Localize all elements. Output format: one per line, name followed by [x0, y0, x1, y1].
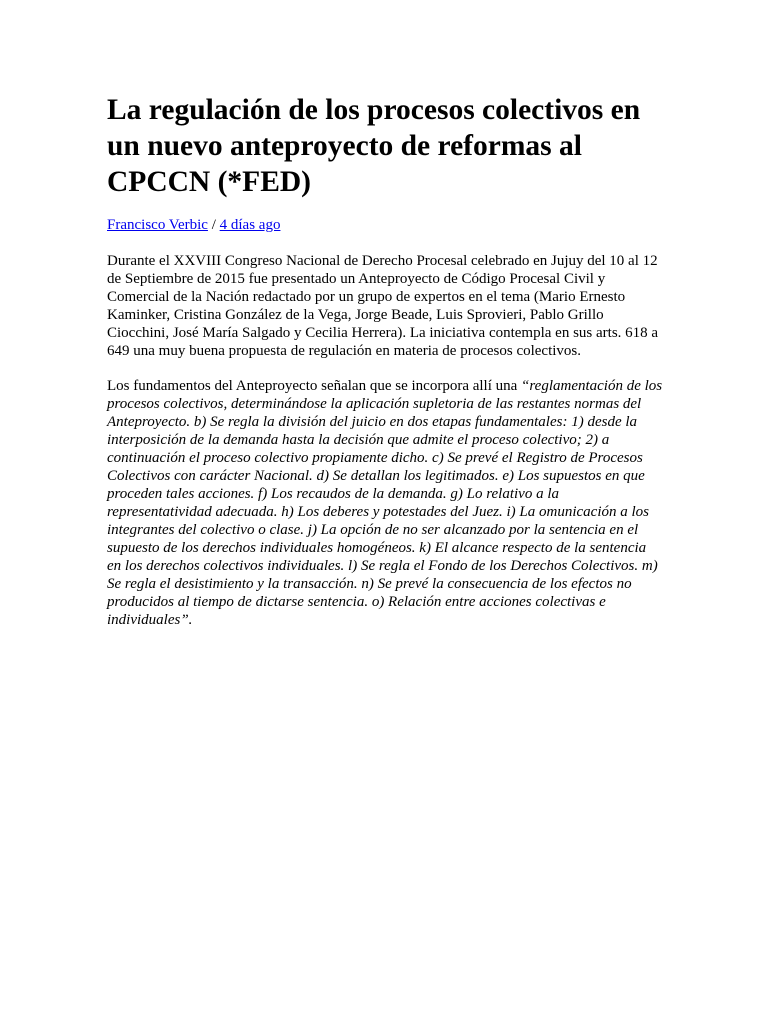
- document-page: [107, 92, 663, 629]
- article-title: La regulación de los procesos colectivos en un nuevo anteproyecto de reformas al CPCCN (*FED): [107, 94, 641, 198]
- date-link[interactable]: 4 días ago: [219, 217, 281, 233]
- fundamentos-quote: “reglamentación de los procesos colectivos, determinándose la aplicación supletoria de las restantes normas del Anteproyecto. b) Se regla la división del juicio en dos etapas fundamentales: 1) desde la interposición de la demanda hasta la decisión que admite el proceso colectivo; 2) a continuación el proceso colectivo propiamente dicho. c) Se prevé el Registro de Procesos Colectivos con carácter Nacional. d) Se detallan los legitimados. e) Los supuestos en que proceden tales acciones. f) Los recaudos de la demanda. g) Lo relativo a la representatividad adecuada. h) Los deberes y potestades del Juez. i) La omunicación a los integrantes del colectivo o clase. j) La opción de no ser alcanzado por la sentencia en el supuesto de los derechos individuales homogéneos. k) El alcance respecto de la sentencia en los derechos colectivos individuales. l) Se regla el Fondo de los Derechos Colectivos. m) Se regla el desistimiento y la transacción. n) Se prevé la consecuencia de los efectos no producidos al tiempo de dictarse sentencia. o) Relación entre acciones colectivas e individuales”.: [107, 378, 663, 628]
- byline: [107, 216, 663, 234]
- paragraph-intro: Durante el XXVIII Congreso Nacional de Derecho Procesal celebrado en Jujuy del 10 al 12 de Septiembre de 2015 fue presentado un Anteproyecto de Código Procesal Civil y Comercial de la Nación redactado por un grupo de expertos en el tema (Mario Ernesto Kaminker, Cristina González de la Vega, Jorge Beade, Luis Sprovieri, Pablo Grillo Ciocchini, José María Salgado y Cecilia Herrera). La iniciativa contempla en sus arts. 618 a 649 una muy buena propuesta de regulación en materia de procesos colectivos.: [107, 253, 659, 359]
- author-link[interactable]: Francisco Verbic: [107, 217, 208, 233]
- byline-separator: /: [207, 217, 220, 233]
- paragraph-fundamentos: [107, 377, 663, 629]
- paragraph-fundamentos-intro: Los fundamentos del Anteproyecto señalan que se incorpora allí una: [107, 378, 522, 394]
